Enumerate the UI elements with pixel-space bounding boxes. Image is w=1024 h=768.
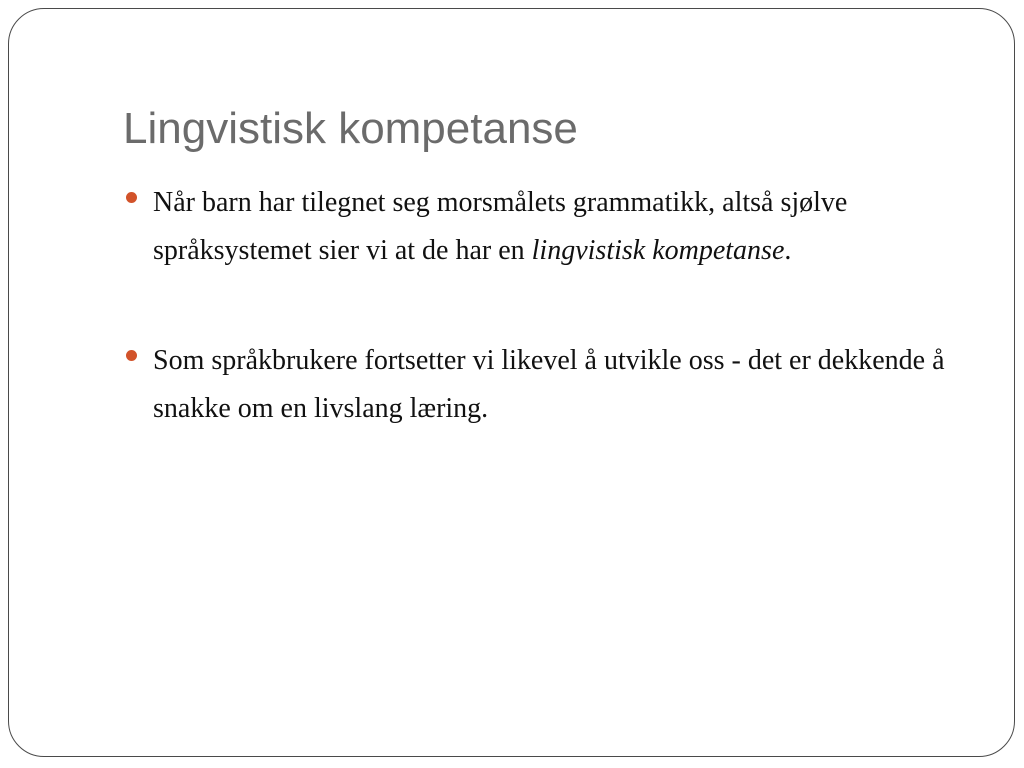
- bullet-text: [153, 187, 847, 266]
- slide-title: Lingvistisk kompetanse: [123, 104, 578, 153]
- bullet-text-period: .: [784, 235, 792, 266]
- bullet-text-regular: Når barn har tilegnet seg morsmålets grammatikk, altså sjølve språksystemet sier vi at de har en: [153, 187, 848, 266]
- bullet-item-1: [125, 179, 975, 275]
- bullet-dot-icon: [126, 350, 137, 361]
- bullet-list: [125, 179, 975, 433]
- slide-frame: [8, 8, 1015, 757]
- bullet-text-italic-term: lingvistisk kompetanse: [531, 235, 785, 266]
- bullet-text: Som språkbrukere fortsetter vi likevel å utvikle oss - det er dekkende å snakke om en livslang læring.: [153, 345, 945, 424]
- bullet-item-2: [125, 337, 975, 433]
- bullet-dot-icon: [126, 192, 137, 203]
